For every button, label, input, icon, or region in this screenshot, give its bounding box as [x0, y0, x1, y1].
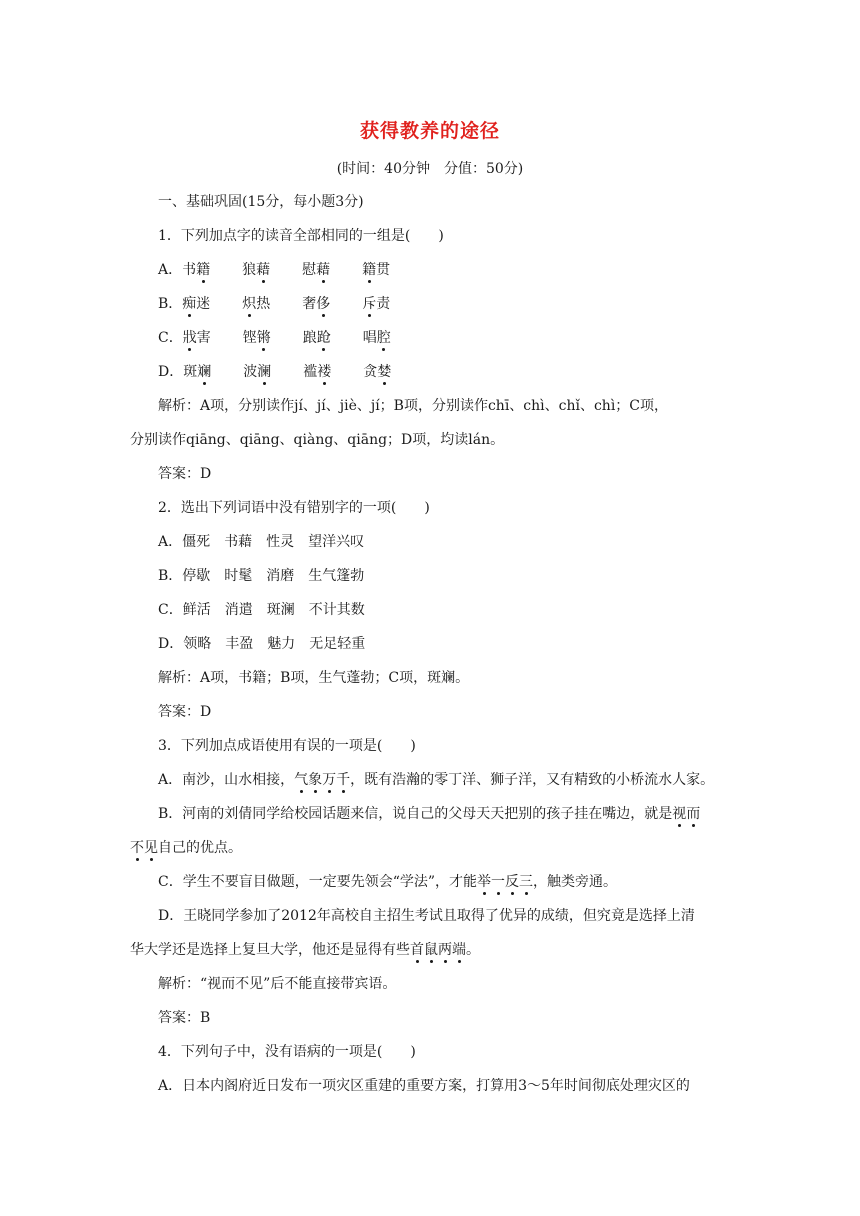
question-1-stem: 1．下列加点字的读音全部相同的一组是( ) — [158, 228, 444, 244]
q3-option-a: A．南沙，山水相接，气象万千，既有浩瀚的零丁洋、狮子洋，又有精致的小桥流水人家。 — [158, 772, 715, 788]
dotted-idiom: 举一反三 — [477, 874, 534, 890]
q3-answer: 答案：B — [158, 1010, 211, 1026]
q2-option-a: A．僵死 书藉 性灵 望洋兴叹 — [158, 534, 365, 550]
q3-option-b-line-1: B．河南的刘倩同学给校园话题来信，说自己的父母天天把别的孩子挂在嘴边，就是视而 — [158, 806, 701, 822]
dotted-idiom: 视而 — [672, 806, 701, 822]
q2-answer: 答案：D — [158, 704, 212, 720]
dotted-idiom: 不见 — [130, 840, 158, 856]
question-4-stem: 4．下列句子中，没有语病的一项是( ) — [158, 1044, 416, 1060]
q2-option-c: C．鲜活 消遣 斑澜 不计其数 — [158, 602, 365, 618]
q1-answer: 答案：D — [158, 466, 212, 482]
document-title: 获得教养的途径 — [359, 120, 500, 142]
q1-explanation-line-2: 分别读作qiāng、qiāng、qiàng、qiāng；D项，均读lán。 — [130, 432, 505, 448]
question-3-stem: 3．下列加点成语使用有误的一项是( ) — [158, 738, 416, 754]
q1-explanation-line-1: 解析：A项，分别读作jí、jí、jiè、jí；B项，分别读作chī、chì、chǐ、chì；C项， — [158, 398, 669, 414]
q2-explanation: 解析：A项，书籍；B项，生气蓬勃；C项，斑斓。 — [158, 670, 470, 686]
q1-option-b: B．痴迷 炽热 奢侈 斥责 — [158, 296, 391, 312]
q3-option-b-line-2: 不见自己的优点。 — [130, 840, 242, 856]
q3-option-d-line-1: D．王晓同学参加了2012年高校自主招生考试且取得了优异的成绩，但究竟是选择上清 — [158, 908, 695, 924]
q1-option-a: A．书籍 狼藉 慰藉 籍贯 — [158, 262, 391, 278]
q4-option-a: A．日本内阁府近日发布一项灾区重建的重要方案，打算用3～5年时间彻底处理灾区的 — [158, 1078, 690, 1094]
q2-option-d: D．领略 丰盈 魅力 无足轻重 — [158, 636, 366, 652]
dotted-idiom: 气象万千 — [294, 772, 351, 788]
q3-option-d-line-2: 华大学还是选择上复旦大学，他还是显得有些首鼠两端。 — [130, 942, 480, 958]
time-score-info: (时间：40分钟 分值：50分) — [336, 161, 524, 177]
q3-option-c: C．学生不要盲目做题，一定要先领会“学法”，才能举一反三，触类旁通。 — [158, 874, 618, 890]
question-2-stem: 2．选出下列词语中没有错别字的一项( ) — [158, 500, 430, 516]
q1-option-d: D．斑斓 波澜 褴褛 贪婪 — [158, 364, 392, 380]
q3-explanation: 解析：“视而不见”后不能直接带宾语。 — [158, 976, 397, 992]
section-heading: 一、基础巩固(15分，每小题3分) — [158, 194, 364, 210]
dotted-idiom: 首鼠两端 — [410, 942, 466, 958]
q2-option-b: B．停歇 时髦 消磨 生气篷勃 — [158, 568, 365, 584]
q1-option-c: C．戕害 铿锵 踉跄 唱腔 — [158, 330, 391, 346]
